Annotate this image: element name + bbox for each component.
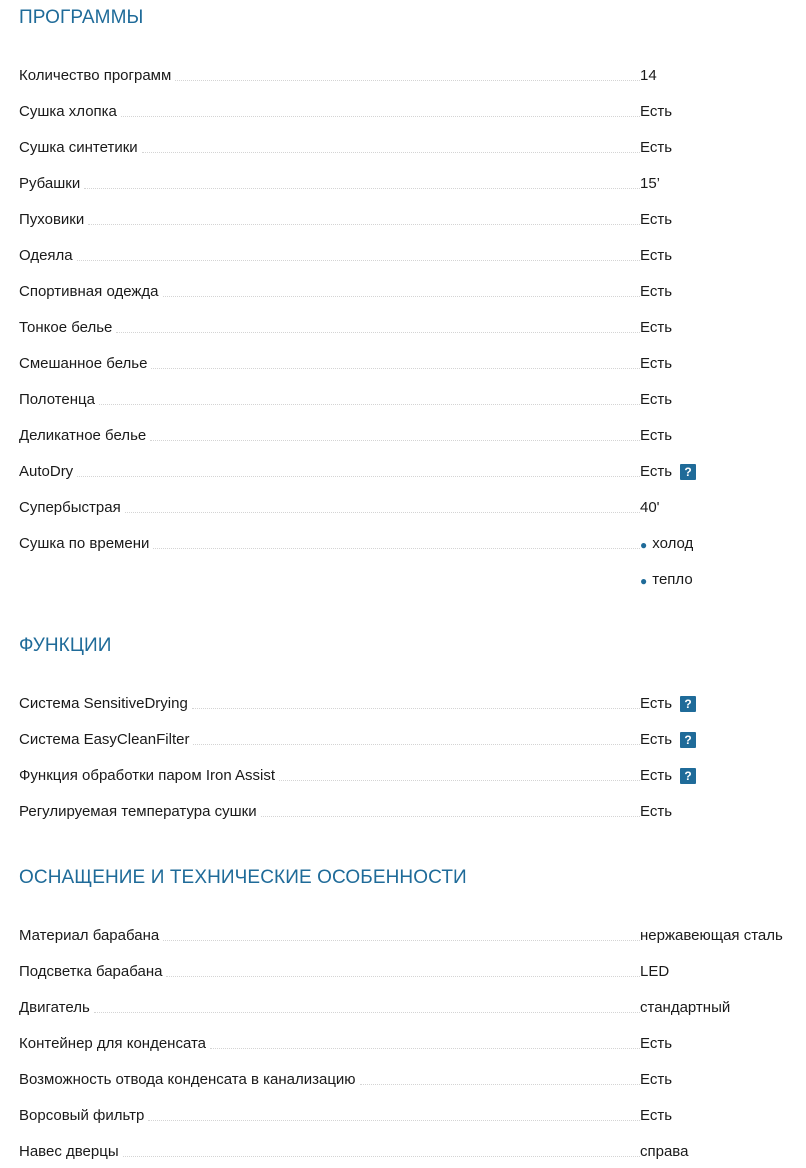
spec-value: Есть: [640, 1071, 673, 1088]
spec-label-cell: [19, 1024, 640, 1060]
spec-row: [19, 56, 806, 92]
spec-value-cell: [640, 1024, 806, 1060]
spec-value-cell: [640, 308, 806, 344]
spec-label-cell: [19, 756, 640, 792]
spec-value: Есть: [640, 391, 673, 408]
spec-row: [19, 988, 806, 1024]
dotted-leader: [153, 547, 640, 549]
spec-value-cell: [640, 200, 806, 236]
spec-label-cell: [19, 452, 640, 488]
spec-row: [19, 308, 806, 344]
spec-label: Количество программ: [19, 67, 175, 85]
dotted-leader: [125, 511, 640, 513]
spec-value: Есть: [640, 731, 673, 748]
spec-value: Есть: [640, 247, 673, 264]
spec-value: Есть: [640, 211, 673, 228]
spec-value: Есть: [640, 319, 673, 336]
spec-value: нержавеющая сталь: [640, 927, 783, 944]
section-title: ПРОГРАММЫ: [19, 7, 144, 28]
spec-label: Супербыстрая: [19, 499, 125, 517]
spec-row: [19, 1096, 806, 1132]
spec-value: Есть: [640, 803, 673, 820]
spec-value: 14: [640, 67, 657, 84]
spec-row: [19, 416, 806, 452]
spec-row: [19, 792, 806, 828]
dotted-leader: [150, 439, 640, 441]
spec-row: [19, 200, 806, 236]
spec-label: Одеяла: [19, 247, 77, 265]
dotted-leader: [360, 1083, 640, 1085]
spec-label: Регулируемая температура сушки: [19, 803, 261, 821]
dotted-leader: [151, 367, 640, 369]
spec-value: Есть: [640, 427, 673, 444]
spec-label-cell: [19, 200, 640, 236]
spec-label-cell: [19, 164, 640, 200]
spec-value-cell: [640, 792, 806, 828]
spec-label: Система EasyCleanFilter: [19, 731, 193, 749]
spec-label: Сушка синтетики: [19, 139, 142, 157]
spec-value-cell: [640, 952, 806, 988]
spec-row: [19, 952, 806, 988]
spec-value: Есть: [640, 103, 673, 120]
dotted-leader: [148, 1119, 640, 1121]
dotted-leader: [77, 475, 640, 477]
spec-label: Возможность отвода конденсата в канализацию: [19, 1071, 360, 1089]
spec-label-cell: [19, 1096, 640, 1132]
spec-label-cell: [19, 92, 640, 128]
spec-label: Навес дверцы: [19, 1143, 123, 1161]
spec-label: Сушка по времени: [19, 535, 153, 553]
spec-label: Смешанное белье: [19, 355, 151, 373]
spec-value-cell: [640, 380, 806, 416]
spec-value-cell: [640, 524, 806, 560]
spec-label-cell: [19, 524, 640, 560]
question-mark-icon[interactable]: ?: [680, 464, 696, 480]
dotted-leader: [88, 223, 640, 225]
spec-value-cell: [640, 164, 806, 200]
question-mark-icon[interactable]: ?: [680, 768, 696, 784]
spec-value: Есть: [640, 1107, 673, 1124]
spec-label-cell: [19, 952, 640, 988]
spec-value-cell: [640, 344, 806, 380]
spec-row: [19, 344, 806, 380]
spec-label: Функция обработки паром Iron Assist: [19, 767, 279, 785]
spec-value: LED: [640, 963, 670, 980]
spec-value-cell: [640, 916, 806, 952]
spec-row: [19, 1024, 806, 1060]
spec-row: [19, 128, 806, 164]
spec-row: [19, 684, 806, 720]
section-functions: [19, 634, 806, 828]
spec-value: Есть: [640, 767, 673, 784]
spec-value: Есть: [640, 283, 673, 300]
spec-row: [19, 756, 806, 792]
spec-value: Есть: [640, 355, 673, 372]
spec-row: [19, 1060, 806, 1096]
spec-label-cell: [19, 380, 640, 416]
spec-row: [19, 560, 806, 596]
question-mark-icon[interactable]: ?: [680, 696, 696, 712]
spec-row: [19, 452, 806, 488]
spec-label-cell: [19, 560, 640, 596]
dotted-leader: [193, 743, 640, 745]
spec-label-cell: [19, 272, 640, 308]
spec-label: Подсветка барабана: [19, 963, 166, 981]
spec-row: [19, 524, 806, 560]
dotted-leader: [163, 295, 640, 297]
spec-label-cell: [19, 236, 640, 272]
spec-value-cell: [640, 416, 806, 452]
spec-label-cell: [19, 1060, 640, 1096]
spec-value-cell: [640, 756, 806, 792]
spec-value-cell: [640, 560, 806, 596]
spec-row: [19, 916, 806, 952]
spec-value-cell: [640, 272, 806, 308]
dotted-leader: [261, 815, 640, 817]
spec-label: Рубашки: [19, 175, 84, 193]
spec-value-cell: [640, 488, 806, 524]
spec-value: стандартный: [640, 999, 731, 1016]
spec-value-cell: [640, 92, 806, 128]
spec-value: холод: [652, 535, 694, 552]
bullet-dot-icon: ●: [640, 538, 648, 552]
spec-row: [19, 92, 806, 128]
spec-value-cell: [640, 56, 806, 92]
dotted-leader: [99, 403, 640, 405]
spec-label-cell: [19, 344, 640, 380]
spec-value-cell: [640, 720, 806, 756]
spec-value: справа: [640, 1143, 689, 1160]
section-equipment: [19, 866, 806, 1168]
dotted-leader: [210, 1047, 640, 1049]
spec-row: [19, 720, 806, 756]
spec-row: [19, 164, 806, 200]
spec-label-cell: [19, 988, 640, 1024]
spec-list: [19, 56, 806, 596]
spec-row: [19, 380, 806, 416]
spec-value: Есть: [640, 463, 673, 480]
spec-value: Есть: [640, 139, 673, 156]
spec-label-cell: [19, 416, 640, 452]
spec-label: Двигатель: [19, 999, 94, 1017]
spec-label: Спортивная одежда: [19, 283, 163, 301]
spec-row: [19, 236, 806, 272]
spec-value: тепло: [652, 571, 693, 588]
dotted-leader: [175, 79, 640, 81]
spec-label-cell: [19, 56, 640, 92]
spec-value-cell: [640, 452, 806, 488]
dotted-leader: [116, 331, 640, 333]
spec-value-cell: [640, 988, 806, 1024]
spec-value: 40': [640, 499, 660, 516]
spec-label: Материал барабана: [19, 927, 163, 945]
dotted-leader: [123, 1155, 640, 1157]
spec-label-cell: [19, 792, 640, 828]
spec-value-cell: [640, 1096, 806, 1132]
spec-label: Тонкое белье: [19, 319, 116, 337]
dotted-leader: [166, 975, 640, 977]
spec-list: [19, 916, 806, 1168]
bullet-dot-icon: ●: [640, 574, 648, 588]
section-title: ОСНАЩЕНИЕ И ТЕХНИЧЕСКИЕ ОСОБЕННОСТИ: [19, 867, 467, 888]
spec-label: AutoDry: [19, 463, 77, 481]
dotted-leader: [84, 187, 640, 189]
spec-value-cell: [640, 128, 806, 164]
spec-value: Есть: [640, 695, 673, 712]
spec-value-cell: [640, 236, 806, 272]
spec-value-cell: [640, 684, 806, 720]
spec-value: 15’: [640, 175, 661, 192]
spec-label: Деликатное белье: [19, 427, 150, 445]
question-mark-icon[interactable]: ?: [680, 732, 696, 748]
dotted-leader: [192, 707, 640, 709]
dotted-leader: [142, 151, 640, 153]
spec-row: [19, 272, 806, 308]
spec-label-cell: [19, 128, 640, 164]
dotted-leader: [94, 1011, 640, 1013]
spec-label: Полотенца: [19, 391, 99, 409]
spec-label-cell: [19, 720, 640, 756]
spec-label: Система SensitiveDrying: [19, 695, 192, 713]
spec-label-cell: [19, 916, 640, 952]
dotted-leader: [77, 259, 640, 261]
dotted-leader: [279, 779, 640, 781]
spec-label: Сушка хлопка: [19, 103, 121, 121]
spec-list: [19, 684, 806, 828]
dotted-leader: [163, 939, 640, 941]
spec-value-cell: [640, 1060, 806, 1096]
section-title: ФУНКЦИИ: [19, 635, 112, 656]
spec-label-cell: [19, 488, 640, 524]
spec-label-cell: [19, 684, 640, 720]
dotted-leader: [121, 115, 640, 117]
spec-label: Ворсовый фильтр: [19, 1107, 148, 1125]
spec-label: Пуховики: [19, 211, 88, 229]
spec-value: Есть: [640, 1035, 673, 1052]
spec-label: Контейнер для конденсата: [19, 1035, 210, 1053]
spec-row: [19, 488, 806, 524]
spec-page: [19, 0, 806, 1168]
spec-label-cell: [19, 308, 640, 344]
section-programs: [19, 6, 806, 596]
